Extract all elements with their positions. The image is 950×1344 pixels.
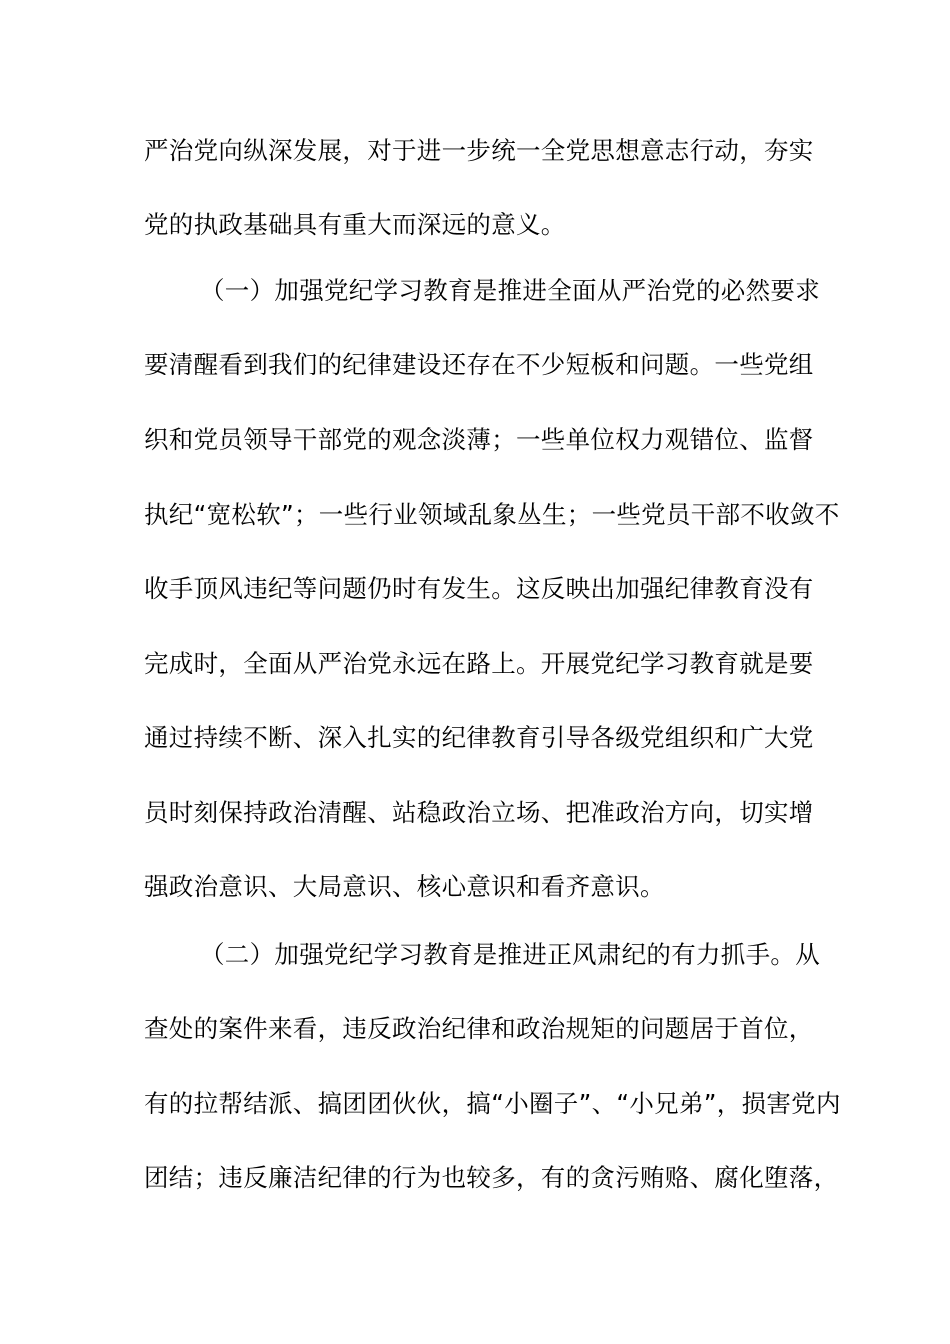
body-text-line: 收手顶风违纪等问题仍时有发生。这反映出加强纪律教育没有	[144, 574, 814, 603]
body-text-line: 强政治意识、大局意识、核心意识和看齐意识。	[144, 872, 665, 901]
body-text-line: 要清醒看到我们的纪律建设还存在不少短板和问题。一些党组	[144, 350, 814, 379]
body-text-line: 严治党向纵深发展，对于进一步统一全党思想意志行动，夯实	[144, 136, 814, 165]
section-heading-2: （二）加强党纪学习教育是推进正风肃纪的有力抓手。从	[200, 940, 820, 969]
body-text-line: 完成时，全面从严治党永远在路上。开展党纪学习教育就是要	[144, 649, 814, 678]
body-text-line: 执纪“宽松软”；一些行业领域乱象丛生；一些党员干部不收敛不	[144, 500, 840, 529]
body-text-line: 员时刻保持政治清醒、站稳政治立场、把准政治方向，切实增	[144, 798, 814, 827]
body-text-line: 团结；违反廉洁纪律的行为也较多，有的贪污贿赂、腐化堕落，	[144, 1163, 839, 1192]
section-heading-1: （一）加强党纪学习教育是推进全面从严治党的必然要求	[200, 276, 820, 305]
body-text-line: 党的执政基础具有重大而深远的意义。	[144, 210, 566, 239]
body-text-line: 织和党员领导干部党的观念淡薄；一些单位权力观错位、监督	[144, 425, 814, 454]
body-text-line: 查处的案件来看，违反政治纪律和政治规矩的问题居于首位，	[144, 1014, 814, 1043]
body-text-line: 通过持续不断、深入扎实的纪律教育引导各级党组织和广大党	[144, 723, 814, 752]
body-text-line: 有的拉帮结派、搞团团伙伙，搞“小圈子”、“小兄弟”，损害党内	[144, 1089, 841, 1118]
